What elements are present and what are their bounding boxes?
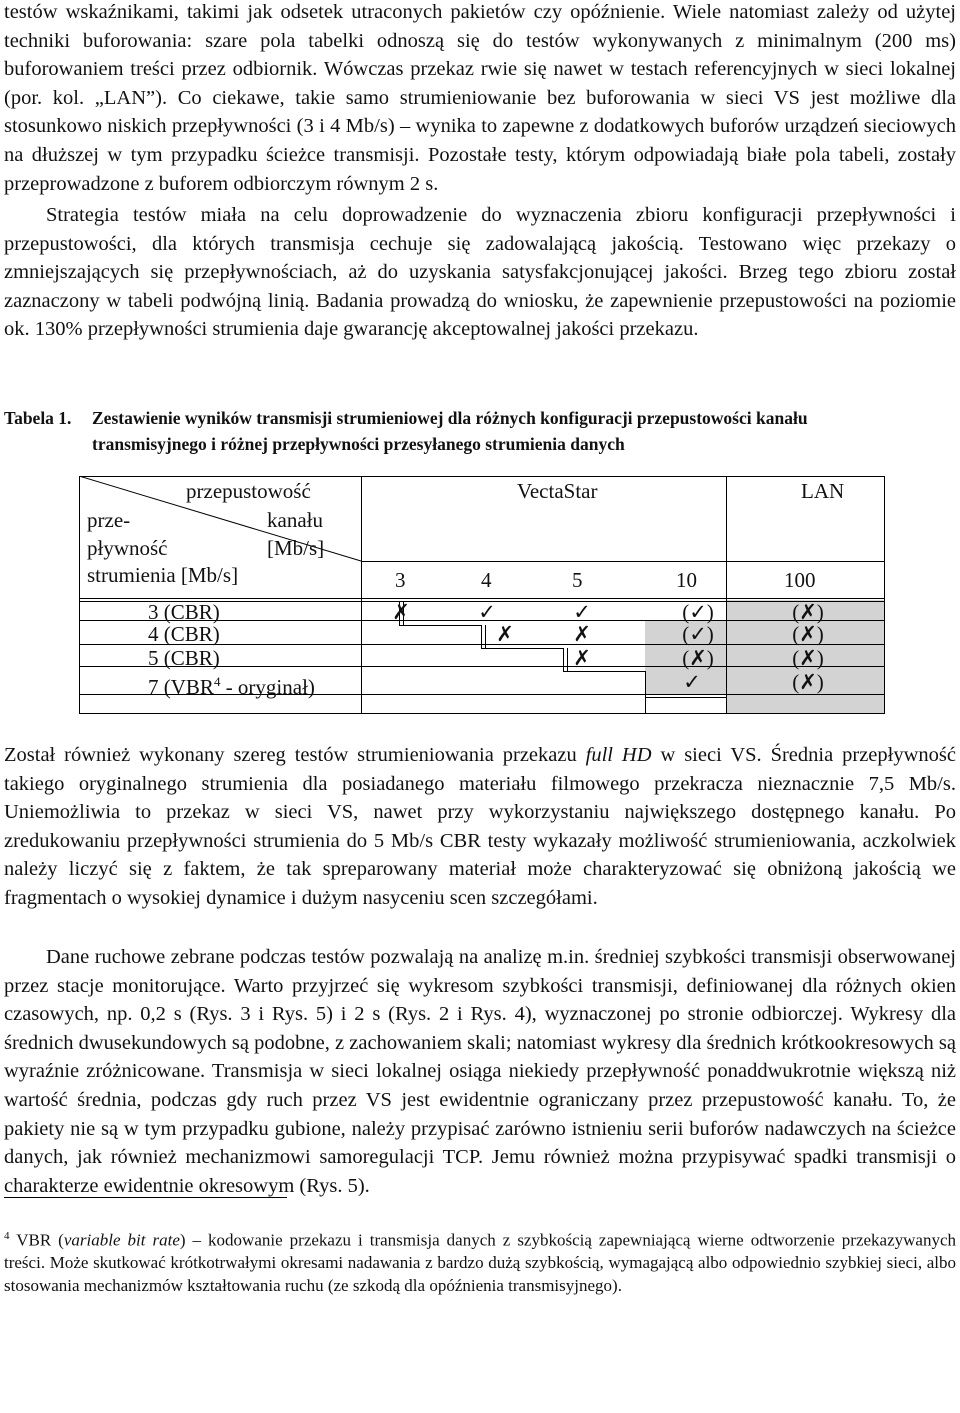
traffic-paragraph: Dane ruchowe zebrane podczas testów pozwalają na analizę m.in. średniej szybkości transmisji obserwowanej przez stacje monitorujące. Warto przyjrzeć się wykresom szybkości transmisji, definiowanej dla różnych okien czasowych, np. 0,2 s (Rys. 3 i Rys. 5) i 2 s (Rys. 2 i Rys. 4), wyznaczonej po stronie odbiorczej. Wykresy dla średnich dwusekundowych są podobne, z zachowaniem skali; natomiast wykresy dla średnich krótkookresowych są wyraźnie zróżnicowane. Transmisja w sieci lokalnej osiąga niekiedy przepływność ponaddwukrotnie większą niż wartość średnia, podczas gdy ruch przez VS jest ewidentnie ograniczany przez przepustowość kanału. To, że pakiety nie są w tym przypadku gubione, należy przypisać zarówno istnieniu serii buforów nadawczych na ścieżce danych, jak również mechanizmowi samoregulacji TCP. Jemu również można przypisywać spadki transmisji o charakterze ewidentnie okresowym (Rys. 5). (4, 946, 956, 1197)
corner-top-label: przepustowość (186, 479, 311, 503)
top-paragraph: testów wskaźnikami, takimi jak odsetek utraconych pakietów czy opóźnienie. Wiele natomiast zależy od użytej techniki buforowania: szare pola tabelki odnoszą się do testów wykonywanych z minimalnym (200 ms) buforowaniem treści przez odbiornik. Wówczas przekaz rwie się nawet w testach referencyjnych w sieci lokalnej (por. kol. „LAN”). Co ciekawe, takie samo strumieniowanie bez buforowania w sieci VS jest możliwe dla stosunkowo niskich przepływności (3 i 4 Mb/s) – wynika to zapewne z dodatkowych buforów urządzeń sieciowych na dłuższej w tym przypadku ścieżce transmisji. Pozostałe testy, którym odpowiadają białe pola tabeli, zostały przeprowadzone z buforem odbiorczym równym 2 s. (4, 1, 956, 195)
check-icon: (✓) (682, 622, 714, 646)
check-icon: ✓ (683, 670, 701, 694)
full-hd-term: full HD (585, 744, 652, 766)
table-caption (4, 405, 956, 457)
table-caption-label: Tabela 1. (4, 408, 72, 428)
corner-low-right-label: [Mb/s] (267, 536, 325, 560)
corner-bottom-label: strumienia [Mb/s] (87, 563, 239, 587)
cross-icon: (✗) (792, 670, 824, 694)
group-header-lan: LAN (801, 479, 845, 503)
cross-icon: ✗ (573, 622, 591, 646)
cross-icon: ✗ (392, 600, 410, 624)
footnote-number: 4 (4, 1230, 10, 1242)
table-caption-line1: Zestawienie wyników transmisji strumieniowej dla różnych konfiguracji przepustowości kanału (92, 408, 808, 428)
corner-mid-left-label: prze- (87, 508, 131, 532)
cross-icon: (✗) (682, 646, 714, 670)
table-caption-line2: transmisyjnego i różnej przepływności przesyłanego strumienia danych (92, 434, 625, 454)
corner-mid-right-label: kanału (267, 508, 323, 532)
cross-icon: ✗ (496, 622, 514, 646)
cross-icon: (✗) (792, 600, 824, 624)
column-header: 100 (784, 568, 816, 592)
group-header-vectastar: VectaStar (517, 479, 598, 503)
row-label: 5 (CBR) (148, 646, 220, 670)
cross-icon: ✗ (573, 646, 591, 670)
cross-icon: (✗) (792, 646, 824, 670)
full-hd-paragraph: Został również wykonany szereg testów strumieniowania przekazu full HD w sieci VS. Średnia przepływność takiego oryginalnego strumienia dla posiadanego materiału filmowego przekracza nieznacznie 7,5 Mb/s. Uniemożliwia to przekaz w sieci VS, nawet przy wykorzystaniu największego dostępnego kanału. Po zredukowaniu przepływności strumienia do 5 Mb/s CBR testy wykazały możliwość strumieniowania, aczkolwiek należy liczyć się z faktem, że tak spreparowany materiał może charakteryzować się obniżoną jakością we fragmentach o wysokiej dynamice i dużym nasyceniu scen szczegółami. (4, 744, 956, 909)
footnote: $^4$ VBR (variable bit rate) – kodowanie przekazu i transmisja danych z szybkością zapewniającą wierne odtworzenie przekazywanych treści. Może skutkować krótkotrwałymi okresami nadawania z bardzo dużą szybkością, wymagającą albo odpowiednio szybkiej sieci, albo stosowania mechanizmów kształtowania ruchu (ze szkodą dla opóźnienia transmisyjnego). (4, 1230, 956, 1295)
corner-low-left-label: pływność (87, 536, 168, 560)
column-header: 10 (676, 568, 697, 592)
row-label: 7 (VBR$^4$ - oryginał) (148, 674, 315, 699)
footnote-rule (4, 1197, 287, 1198)
column-header: 3 (395, 568, 406, 592)
results-table (79, 476, 885, 714)
check-icon: (✓) (682, 600, 714, 624)
strategy-paragraph: Strategia testów miała na celu doprowadzenie do wyznaczenia zbioru konfiguracji przepływności i przepustowości, dla których transmisja cechuje się zadowalającą jakością. Testowano więc przekazy o zmniejszających się przepływnościach, aż do uzyskania satysfakcjonującej jakości. Brzeg tego zbioru został zaznaczony w tabeli podwójną linią. Badania prowadzą do wniosku, że zapewnienie przepustowości na poziomie ok. 130% przepływności strumienia daje gwarancję akceptowalnej jakości przekazu. (4, 204, 956, 341)
cross-icon: (✗) (792, 622, 824, 646)
check-icon: ✓ (573, 600, 591, 624)
check-icon: ✓ (478, 600, 496, 624)
column-header: 4 (481, 568, 492, 592)
row-label: 3 (CBR) (148, 600, 220, 624)
row-label: 4 (CBR) (148, 622, 220, 646)
column-header: 5 (572, 568, 583, 592)
